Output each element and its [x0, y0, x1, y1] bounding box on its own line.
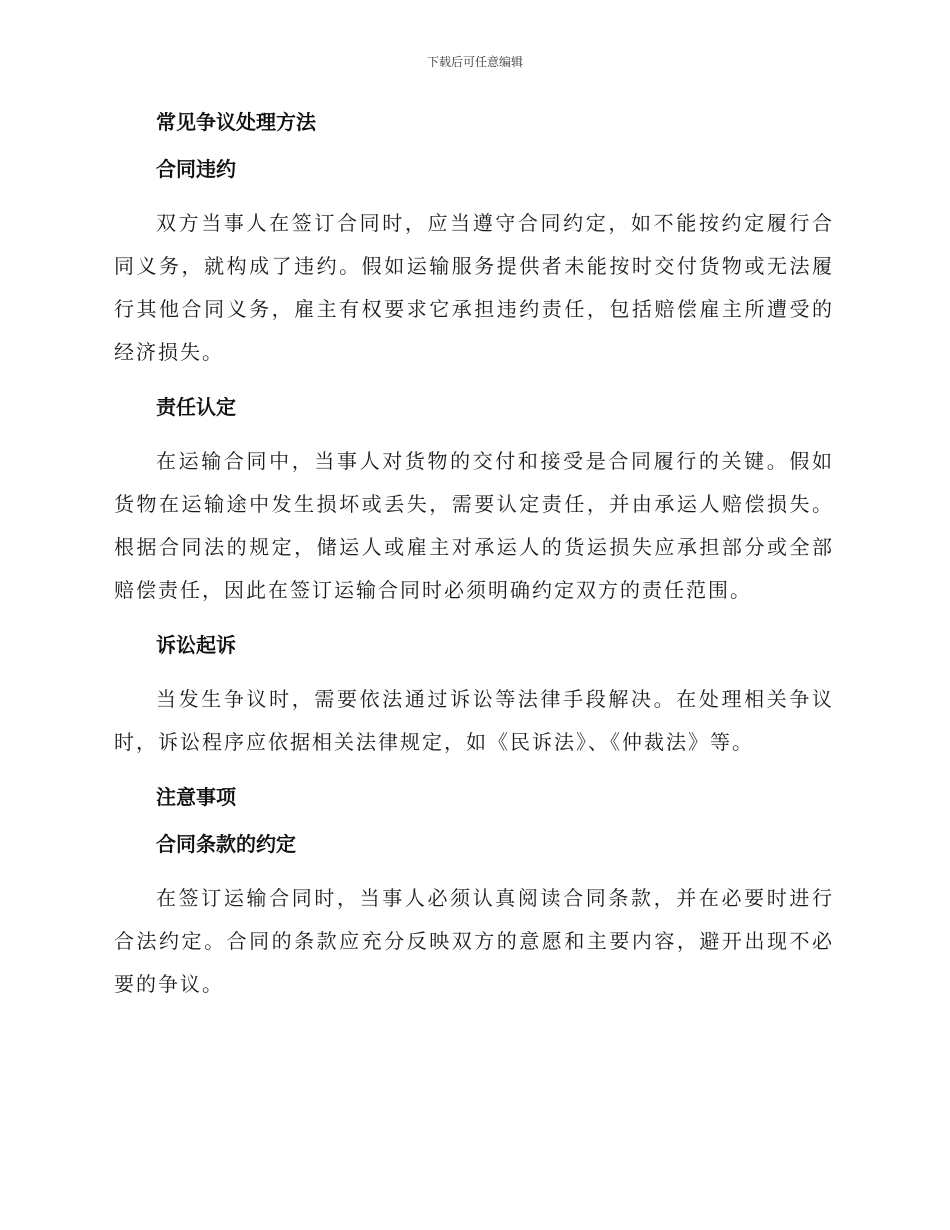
- section-heading-notes: 注意事项: [156, 785, 236, 809]
- paragraph-liability: 在运输合同中，当事人对货物的交付和接受是合同履行的关键。假如货物在运输途中发生损坏或丢失，需要认定责任，并由承运人赔偿损失。根据合同法的规定，储运人或雇主对承运人的货运损失应承担部分或全部赔偿责任，因此在签订运输合同时必须明确约定双方的责任范围。: [114, 449, 834, 602]
- document-body: [114, 108, 834, 1025]
- paragraph-litigation: 当发生争议时，需要依法通过诉讼等法律手段解决。在处理相关争议时，诉讼程序应依据相关法律规定，如《民诉法》、《仲裁法》等。: [114, 687, 834, 754]
- section-heading-breach: 合同违约: [156, 157, 236, 181]
- paragraph-breach: 双方当事人在签订合同时，应当遵守合同约定，如不能按约定履行合同义务，就构成了违约。假如运输服务提供者未能按时交付货物或无法履行其他合同义务，雇主有权要求它承担违约责任，包括赔偿雇主所遭受的经济损失。: [114, 211, 834, 364]
- section-heading-dispute-handling: 常见争议处理方法: [156, 110, 316, 134]
- section-heading-contract-terms: 合同条款的约定: [156, 832, 296, 856]
- section-heading-litigation: 诉讼起诉: [156, 633, 236, 657]
- paragraph-contract-terms: 在签订运输合同时，当事人必须认真阅读合同条款，并在必要时进行合法约定。合同的条款应充分反映双方的意愿和主要内容，避开出现不必要的争议。: [114, 886, 834, 996]
- page-header: 下载后可任意编辑: [426, 55, 523, 69]
- section-heading-liability: 责任认定: [156, 395, 236, 419]
